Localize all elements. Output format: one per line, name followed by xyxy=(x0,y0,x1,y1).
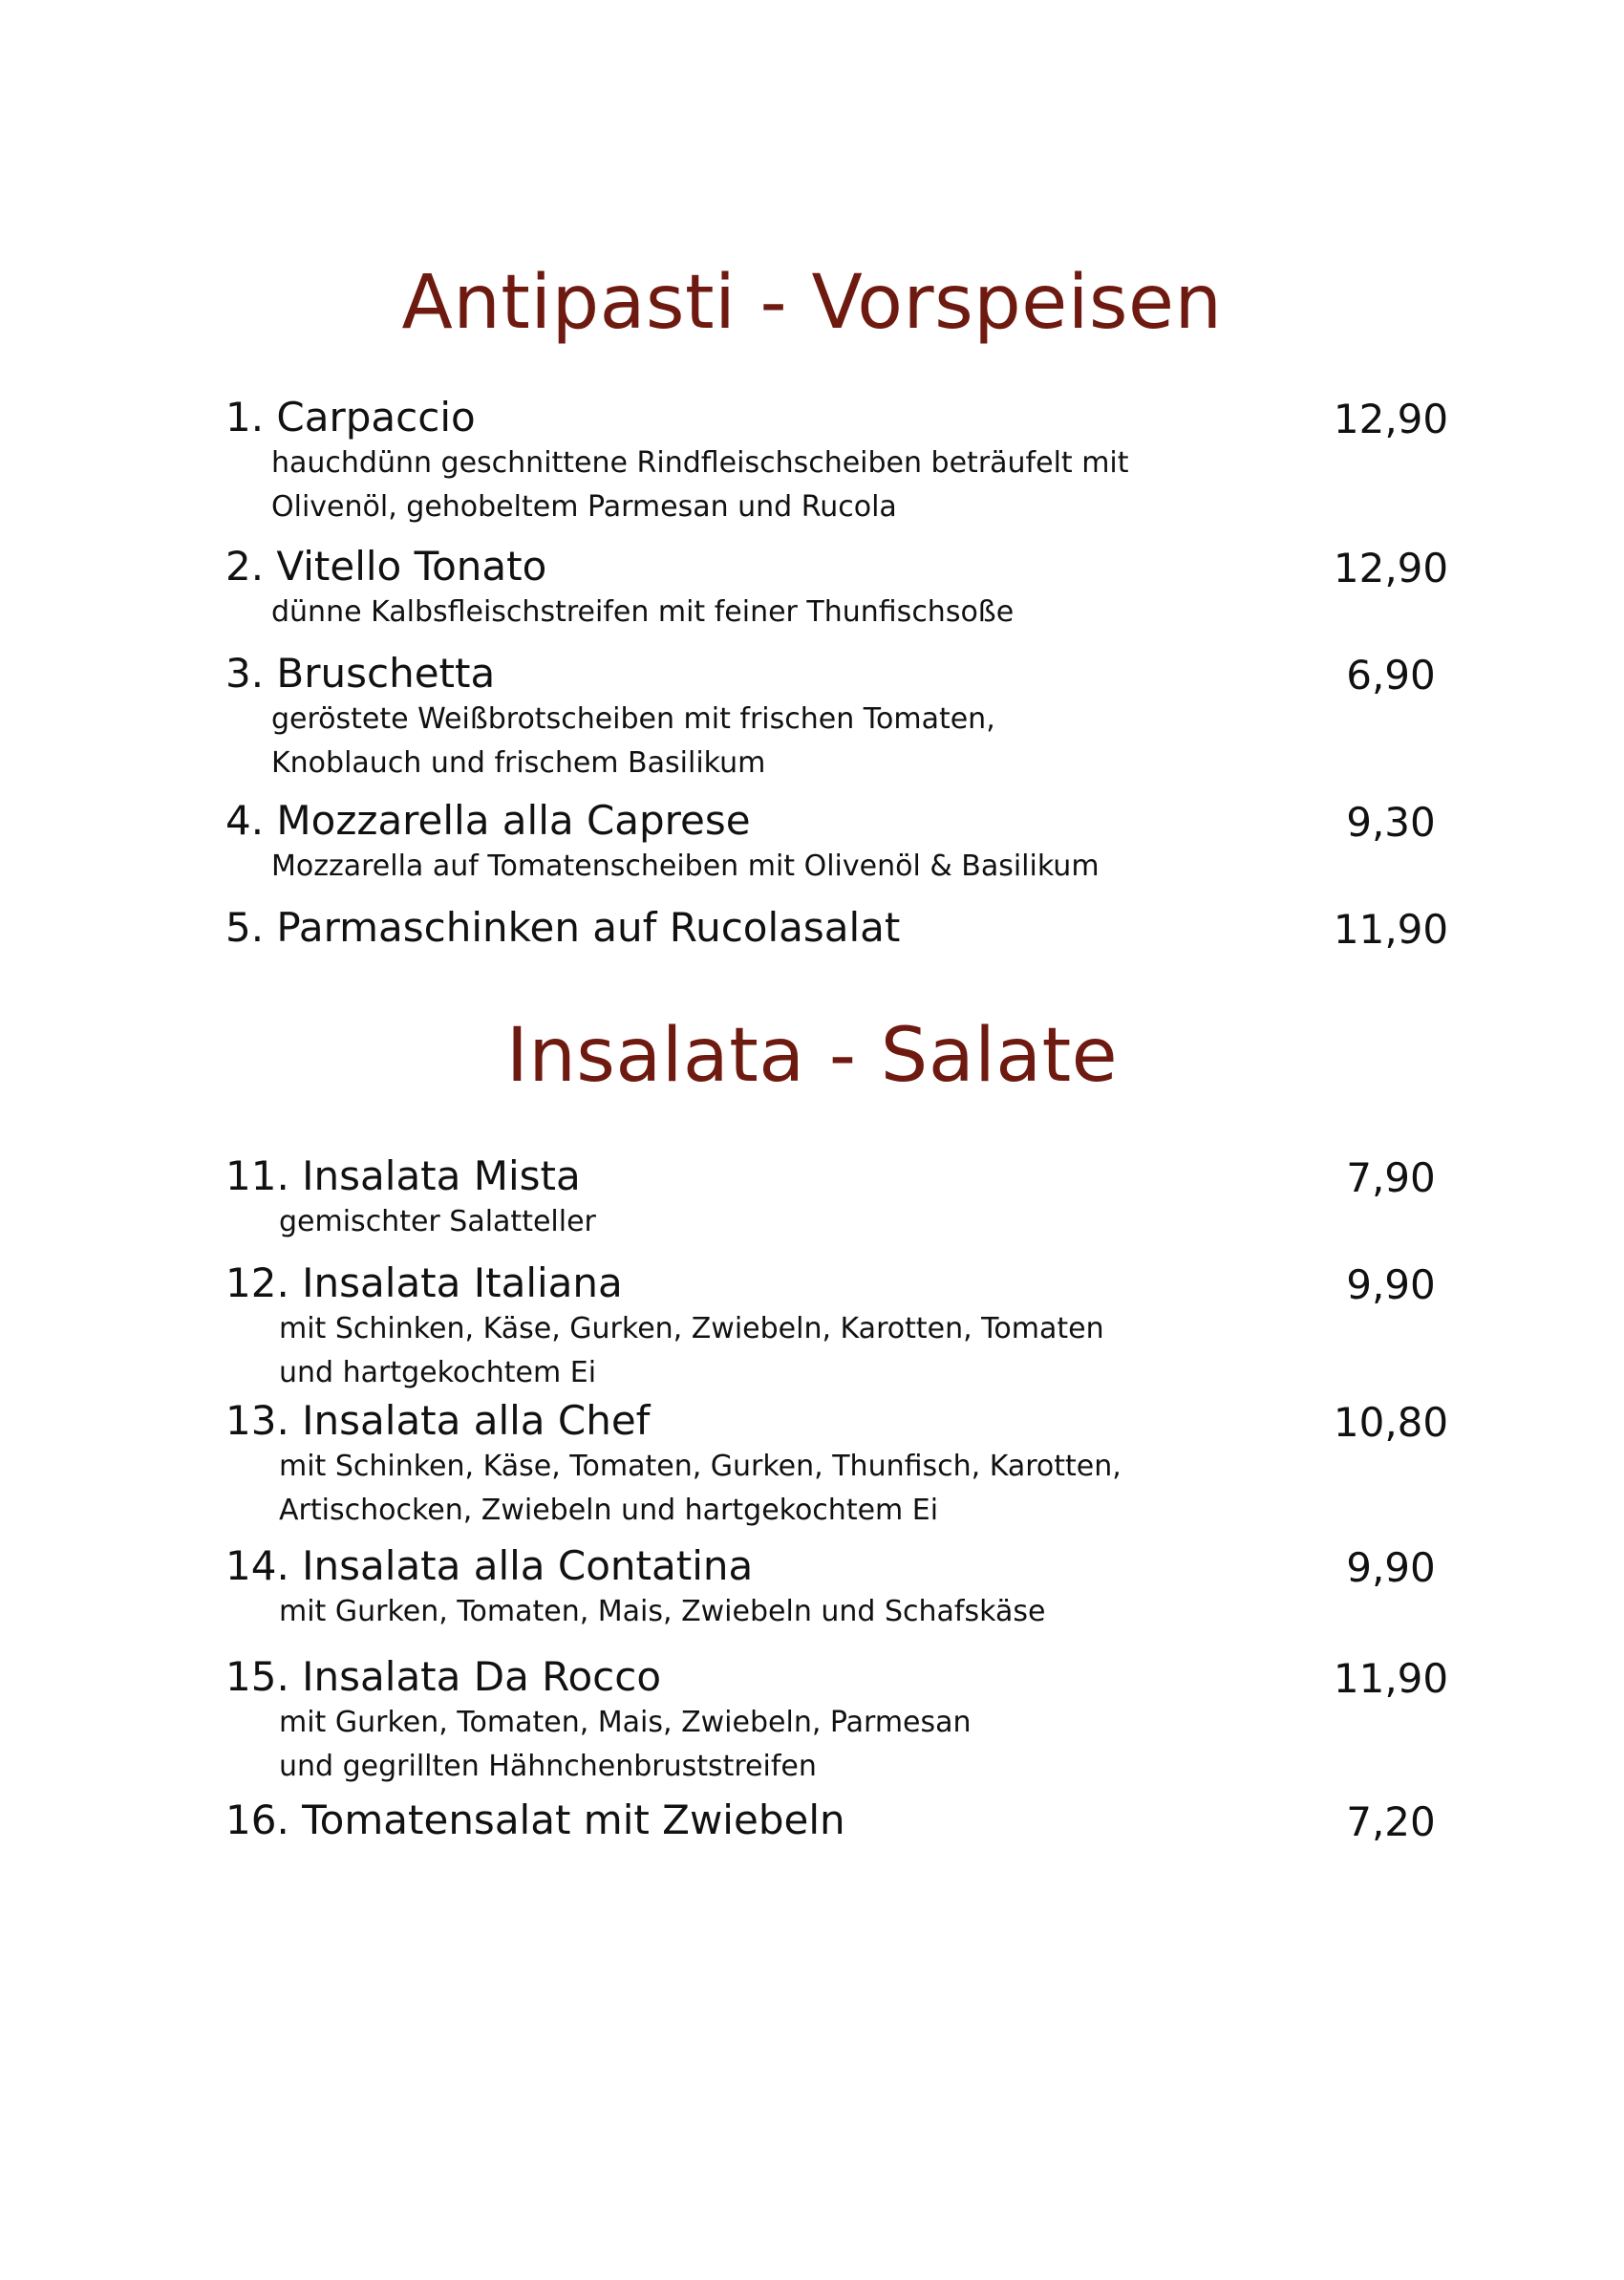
item-description: geröstete Weißbrotscheiben mit frischen Tomaten, xyxy=(271,702,995,736)
menu-item xyxy=(225,1796,1448,1844)
menu-item xyxy=(225,394,1448,529)
item-price: 7,90 xyxy=(1346,1154,1436,1201)
item-description: Mozzarella auf Tomatenscheiben mit Olivenöl & Basilikum xyxy=(271,850,1100,883)
item-description: mit Schinken, Käse, Tomaten, Gurken, Thunfisch, Karotten, xyxy=(279,1450,1122,1483)
item-price: 7,20 xyxy=(1346,1798,1436,1845)
menu-item xyxy=(225,904,1448,952)
item-name: 16. Tomatensalat mit Zwiebeln xyxy=(225,1796,845,1843)
item-description: und gegrillten Hähnchenbruststreifen xyxy=(279,1750,817,1783)
item-name: 3. Bruschetta xyxy=(225,650,496,697)
item-name: 15. Insalata Da Rocco xyxy=(225,1653,662,1700)
menu-item xyxy=(225,1397,1448,1533)
menu-item xyxy=(225,1152,1448,1244)
item-description: dünne Kalbsfleischstreifen mit feiner Thunfischsoße xyxy=(271,595,1015,629)
item-name: 11. Insalata Mista xyxy=(225,1152,581,1199)
item-name: 2. Vitello Tonato xyxy=(225,543,547,590)
menu-item xyxy=(225,1653,1448,1789)
menu-item xyxy=(225,797,1448,889)
item-name: 14. Insalata alla Contatina xyxy=(225,1542,754,1589)
menu-item xyxy=(225,1259,1448,1395)
item-name: 4. Mozzarella alla Caprese xyxy=(225,797,751,844)
item-price: 6,90 xyxy=(1346,652,1436,699)
item-description: mit Schinken, Käse, Gurken, Zwiebeln, Karotten, Tomaten xyxy=(279,1312,1104,1345)
item-description: Knoblauch und frischem Basilikum xyxy=(271,746,766,780)
item-description: Olivenöl, gehobeltem Parmesan und Rucola xyxy=(271,490,897,524)
item-name: 12. Insalata Italiana xyxy=(225,1259,623,1306)
item-price: 12,90 xyxy=(1333,545,1449,592)
item-price: 10,80 xyxy=(1333,1399,1449,1446)
item-description: mit Gurken, Tomaten, Mais, Zwiebeln, Parmesan xyxy=(279,1706,972,1739)
menu-item xyxy=(225,1542,1448,1634)
item-description: Artischocken, Zwiebeln und hartgekochtem Ei xyxy=(279,1494,939,1527)
item-price: 12,90 xyxy=(1333,396,1449,442)
menu-item xyxy=(225,650,1448,785)
item-price: 9,30 xyxy=(1346,799,1436,846)
item-description: mit Gurken, Tomaten, Mais, Zwiebeln und Schafskäse xyxy=(279,1595,1046,1628)
section-title-antipasti: Antipasti - Vorspeisen xyxy=(401,260,1223,346)
item-price: 11,90 xyxy=(1333,1655,1449,1702)
menu-item xyxy=(225,543,1448,635)
item-name: 13. Insalata alla Chef xyxy=(225,1397,651,1444)
item-description: hauchdünn geschnittene Rindfleischscheiben beträufelt mit xyxy=(271,446,1129,480)
item-name: 5. Parmaschinken auf Rucolasalat xyxy=(225,904,901,951)
item-name: 1. Carpaccio xyxy=(225,394,476,441)
section-title-insalata: Insalata - Salate xyxy=(505,1013,1119,1099)
item-price: 9,90 xyxy=(1346,1261,1436,1308)
item-description: und hartgekochtem Ei xyxy=(279,1356,597,1389)
item-price: 9,90 xyxy=(1346,1544,1436,1591)
item-description: gemischter Salatteller xyxy=(279,1205,596,1238)
item-price: 11,90 xyxy=(1333,906,1449,953)
